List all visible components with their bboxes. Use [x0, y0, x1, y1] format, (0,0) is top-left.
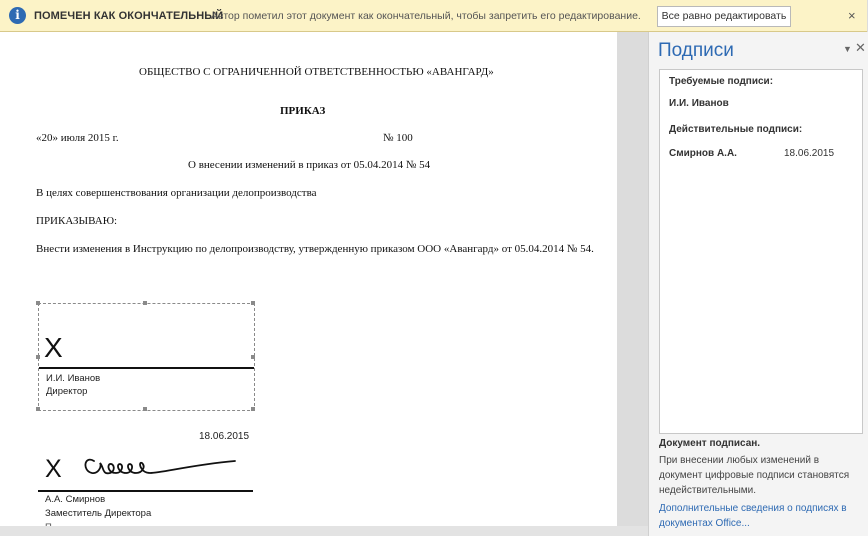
chevron-down-icon[interactable]: ▼	[843, 44, 852, 54]
doc-number: № 100	[383, 132, 413, 144]
doc-date: «20» июля 2015 г.	[36, 132, 119, 144]
signature-list	[659, 69, 863, 434]
info-icon: i	[9, 7, 26, 24]
close-icon[interactable]: ✕	[855, 40, 866, 55]
handwritten-signature	[80, 449, 240, 489]
signer-name: И.И. Иванов	[46, 373, 101, 384]
pane-title: Подписи	[658, 40, 734, 61]
valid-signature-date: 18.06.2015	[784, 148, 835, 159]
signature-date: 18.06.2015	[199, 431, 250, 442]
doc-purpose: В целях совершенствования организации делопроизводства	[36, 187, 317, 199]
signature-x-mark: X	[44, 332, 63, 363]
close-icon[interactable]: ×	[848, 8, 856, 23]
signer-title: Директор	[46, 386, 88, 397]
signature-x-mark: X	[45, 455, 62, 483]
valid-heading: Действительные подписи:	[669, 124, 803, 135]
status-text: При внесении любых изменений в документ цифровые подписи становятся недействительными.	[659, 455, 850, 496]
required-signature-item[interactable]: И.И. Иванов	[669, 98, 729, 109]
signature-line	[39, 367, 254, 369]
status-strip	[0, 526, 650, 536]
message-bar-title: ПОМЕЧЕН КАК ОКОНЧАТЕЛЬНЫЙ	[34, 10, 224, 22]
doc-subject: О внесении изменений в приказ от 05.04.2014 № 54	[188, 159, 431, 171]
resize-handle[interactable]	[143, 301, 147, 305]
required-heading: Требуемые подписи:	[669, 76, 774, 87]
resize-handle[interactable]	[143, 407, 147, 411]
resize-handle[interactable]	[36, 407, 40, 411]
signatures-pane	[648, 32, 868, 536]
resize-handle[interactable]	[36, 355, 40, 359]
resize-handle[interactable]	[251, 355, 255, 359]
resize-handle[interactable]	[251, 301, 255, 305]
valid-signature-name[interactable]: Смирнов А.А.	[669, 148, 737, 159]
org-name: ОБЩЕСТВО С ОГРАНИЧЕННОЙ ОТВЕТСТВЕННОСТЬЮ «АВАНГАРД»	[139, 66, 494, 78]
edit-anyway-button[interactable]: Все равно редактировать	[657, 6, 791, 27]
message-bar	[0, 0, 867, 32]
status-title: Документ подписан.	[659, 438, 761, 449]
signature-line-box[interactable]	[38, 303, 255, 411]
doc-heading: ПРИКАЗ	[280, 105, 326, 117]
signer-name: А.А. Смирнов	[45, 494, 106, 505]
resize-handle[interactable]	[36, 301, 40, 305]
signer-title: Заместитель Директора	[45, 508, 152, 519]
message-bar-text: Автор пометил этот документ как окончательный, чтобы запретить его редактирование.	[211, 10, 641, 22]
document-page	[0, 32, 617, 526]
signature-line	[38, 490, 253, 492]
more-info-link[interactable]: Дополнительные сведения о подписях в документах Office...	[659, 503, 847, 529]
doc-body: Внести изменения в Инструкцию по делопроизводству, утвержденную приказом ООО «Авангард» от 05.04.2014 № 54.	[36, 243, 594, 255]
doc-order: ПРИКАЗЫВАЮ:	[36, 215, 118, 227]
resize-handle[interactable]	[251, 407, 255, 411]
